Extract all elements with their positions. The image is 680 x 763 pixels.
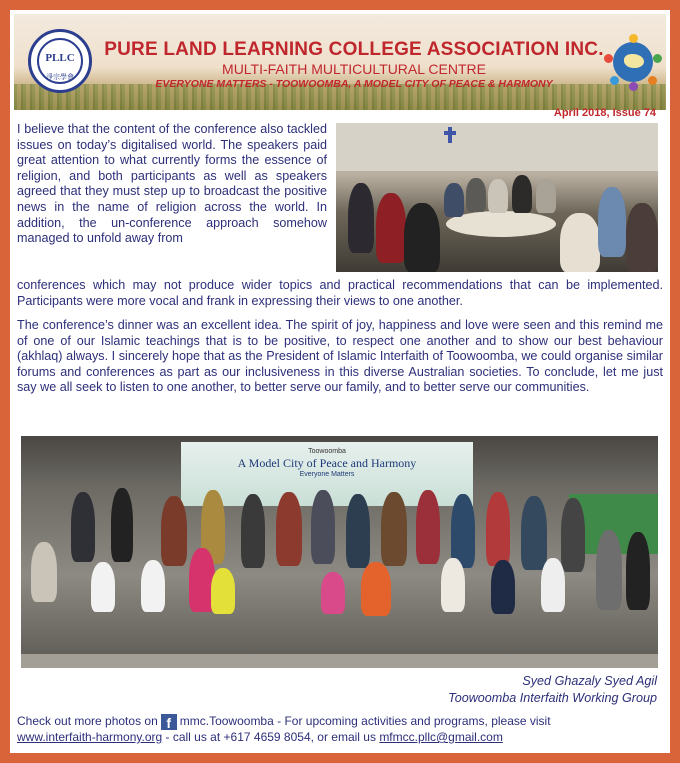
banner-line-2: A Model City of Peace and Harmony (237, 456, 417, 470)
crowd (21, 482, 658, 656)
newsletter-page (10, 10, 670, 753)
motto: EVERYONE MATTERS - TOOWOOMBA, A MODEL CITY OF PEACE & HARMONY (155, 78, 553, 90)
pllc-logo (28, 29, 92, 93)
footer-line-1 (17, 714, 551, 730)
logo-subtext: 淨宗學會 (46, 74, 74, 81)
issue-date: April 2018, Issue 74 (553, 107, 656, 119)
conference-photo (336, 123, 658, 272)
author-name: Syed Ghazaly Syed Agil (522, 674, 657, 688)
article-paragraph-1: I believe that the content of the conference also tackled issues on today’s digitalised world. The speakers paid great attention to what currently forms the essence of religion, and both participants as well as speakers agreed that they must step up to broadcast the positive news in the name of religion across the world. In addition, the un-conference approach somehow managed to unfold away from (17, 122, 327, 246)
footer-text-activities: mmc.Toowoomba - For upcoming activities and programs, please visit (179, 714, 551, 728)
banner-line-1: Toowoomba (308, 448, 346, 455)
harmony-globe-logo (604, 34, 662, 92)
header-banner (14, 14, 666, 110)
group-photo (21, 436, 658, 668)
facebook-icon[interactable]: f (161, 714, 177, 730)
website-link[interactable]: www.interfaith-harmony.org (17, 730, 163, 744)
footer-text-photos: Check out more photos on (17, 714, 158, 728)
centre-subtitle: MULTI-FAITH MULTICULTURAL CENTRE (222, 61, 486, 77)
footer-line-2 (17, 730, 503, 744)
email-link[interactable]: mfmcc.pllc@gmail.com (379, 730, 503, 744)
article-paragraph-1-continued: conferences which may not produce wider topics and practical recommendations that can be implemented. Participants were more vocal and frank in expressing their views to one another. (17, 278, 663, 308)
article-paragraph-2: The conference’s dinner was an excellent idea. The spirit of joy, happiness and love were seen and this remind me of one of our Islamic teachings that is to be positive, to respect one another and to show our best behaviour (akhlaq) always. I sincerely hope that as the President of Islamic Interfaith of Toowoomba, we could organise similar forums and conferences as part as our inclusiveness in this diverse Australian societies. To conclude, let me just say we all seek to listen to one another, to better serve our family, and to better serve our communities. (17, 318, 663, 395)
cross-icon (444, 127, 456, 143)
footer-contact-text: - call us at +617 4659 8054, or email us (162, 730, 380, 744)
globe-icon (613, 42, 653, 82)
association-title: PURE LAND LEARNING COLLEGE ASSOCIATION INC. (104, 39, 604, 60)
banner-line-3: Everyone Matters (299, 471, 355, 478)
logo-text: PLLC (45, 52, 75, 64)
author-organisation: Toowoomba Interfaith Working Group (448, 691, 657, 705)
